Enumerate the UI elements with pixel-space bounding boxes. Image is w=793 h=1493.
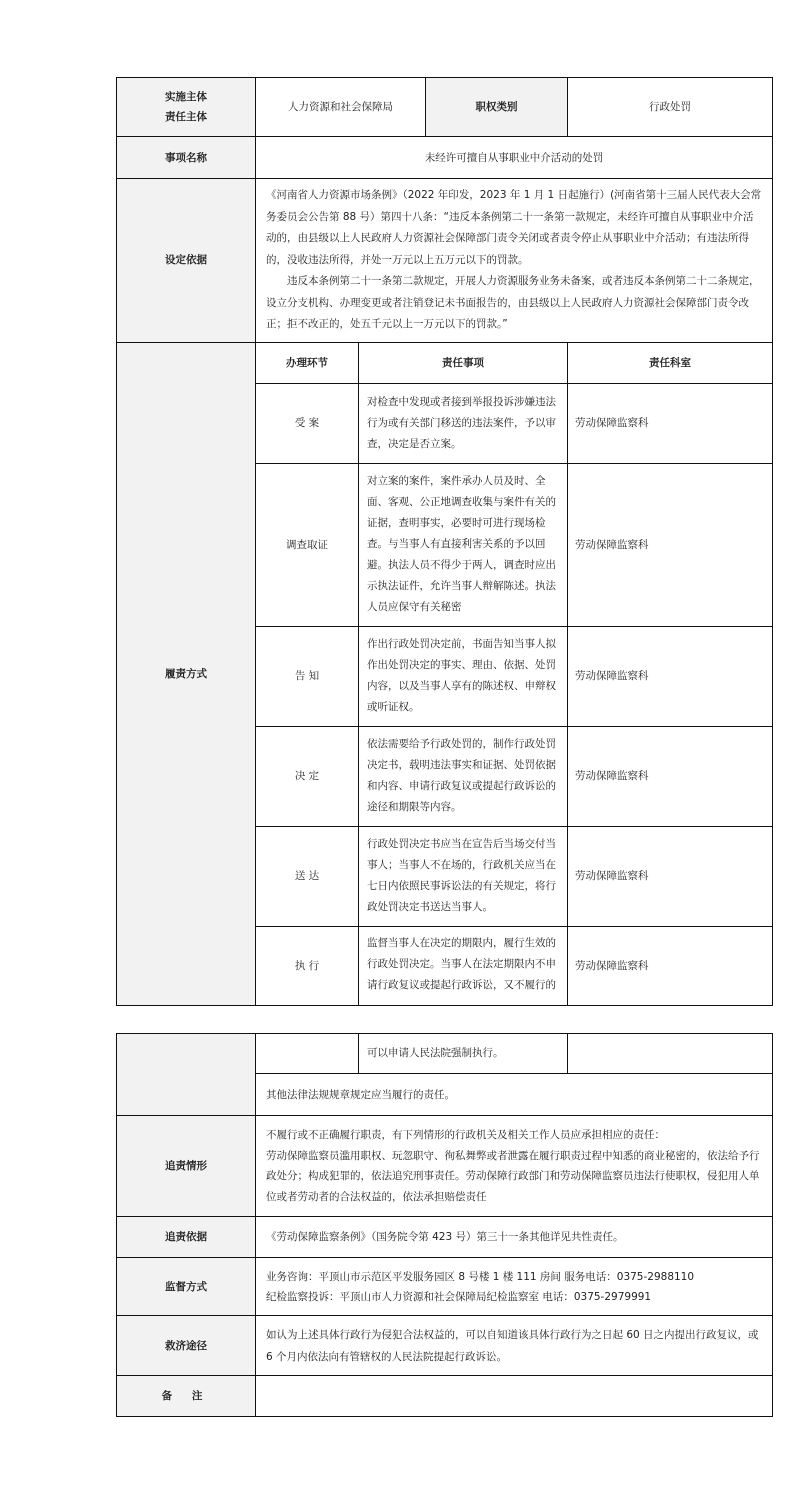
duty-stage: 受 案 [256, 383, 359, 463]
remarks-label: 备 注 [117, 1376, 256, 1417]
supervision-label: 监督方式 [117, 1258, 256, 1316]
duty-stage: 送 达 [256, 826, 359, 926]
basis-paragraph-2: 违反本条例第二十一条第二款规定，开展人力资源服务业务未备案，或者违反本条例第二十二条规定，设立分支机构、办理变更或者注销登记未书面报告的，由县级以上人民政府人力资源社会保障部门责令改正；拒不改正的，处五千元以上一万元以下的罚款。” [266, 275, 760, 330]
basis-row [117, 179, 773, 343]
duty-dept: 劳动保障监察科 [568, 626, 773, 726]
power-list-table-page1 [116, 77, 773, 1006]
remedy-label: 救济途径 [117, 1316, 256, 1376]
duty-matter-continued: 可以申请人民法院强制执行。 [359, 1034, 568, 1074]
item-name-row [117, 137, 773, 179]
accountability-line-1: 不履行或不正确履行职责，有下列情形的行政机关及相关工作人员应承担相应的责任： [266, 1129, 665, 1141]
supervision-complaint-line: 纪检监察投诉：平顶山市人力资源和社会保障局纪检监察室 电话：0375-2979991 [266, 1290, 652, 1303]
power-list-table-page2 [116, 1033, 773, 1417]
accountability-row [117, 1116, 773, 1217]
remarks-value [256, 1376, 773, 1417]
subject-value: 人力资源和社会保障局 [256, 78, 426, 137]
duty-stage: 调查取证 [256, 463, 359, 626]
duty-stage: 执 行 [256, 926, 359, 1005]
accountability-basis-row [117, 1217, 773, 1258]
col-header-matter: 责任事项 [359, 342, 568, 383]
duty-matter: 监督当事人在决定的期限内，履行生效的行政处罚决定。当事人在法定期限内不申请行政复议或提起行政诉讼，又不履行的 [359, 926, 568, 1005]
subject-label [117, 78, 256, 137]
duty-dept: 劳动保障监察科 [568, 383, 773, 463]
duty-continued-row [117, 1034, 773, 1074]
duty-header-row [117, 342, 773, 383]
other-duty: 其他法律法规规章规定应当履行的责任。 [256, 1074, 773, 1116]
duty-matter: 对立案的案件，案件承办人员及时、全面、客观、公正地调查收集与案件有关的证据，查明事实，必要时可进行现场检查。与当事人有直接利害关系的予以回避。执法人员不得少于两人，调查时应出示执法证件，允许当事人辩解陈述。执法人员应保守有关秘密 [359, 463, 568, 626]
subject-label-line1: 实施主体 [165, 91, 207, 103]
duty-stage: 决 定 [256, 726, 359, 826]
duty-matter: 对检查中发现或者接到举报投诉涉嫌违法行为或有关部门移送的违法案件，予以审查，决定是否立案。 [359, 383, 568, 463]
duty-dept: 劳动保障监察科 [568, 826, 773, 926]
accountability-basis-label: 追责依据 [117, 1217, 256, 1258]
basis-value [256, 179, 773, 343]
col-header-dept: 责任科室 [568, 342, 773, 383]
duty-stage-continued [256, 1034, 359, 1074]
duty-dept-continued [568, 1034, 773, 1074]
basis-paragraph-1: 《河南省人力资源市场条例》（2022 年印发，2023 年 1 月 1 日起施行）(河南省第十三届人民代表大会常务委员会公告第 88 号）第四十八条：“违反本条例第二十一条第一款规定，未经许可擅自从事职业中介活动的，由县级以上人民政府人力资源社会保障部门责令关闭或者责令停止从事职业中介活动；有违法所得的，没收违法所得，并处一万元以上五万元以下的罚款。 [266, 189, 762, 266]
accountability-label: 追责情形 [117, 1116, 256, 1217]
subject-label-line2: 责任主体 [165, 111, 207, 123]
item-name-value: 未经许可擅自从事职业中介活动的处罚 [256, 137, 773, 179]
duty-matter: 作出行政处罚决定前，书面告知当事人拟作出处罚决定的事实、理由、依据、处罚内容，以及当事人享有的陈述权、申辩权或听证权。 [359, 626, 568, 726]
accountability-line-2: 劳动保障监察员滥用职权、玩忽职守、徇私舞弊或者泄露在履行职责过程中知悉的商业秘密的，依法给予行政处分；构成犯罪的，依法追究刑事责任。劳动保障行政部门和劳动保障监察员违法行使职权，侵犯用人单位或者劳动者的合法权益的，依法承担赔偿责任 [266, 1149, 760, 1203]
accountability-value [256, 1116, 773, 1217]
item-name-label: 事项名称 [117, 137, 256, 179]
header-row [117, 78, 773, 137]
category-label: 职权类别 [426, 78, 568, 137]
remedy-value: 如认为上述具体行政行为侵犯合法权益的，可以自知道该具体行政行为之日起 60 日之内提出行政复议，或 6 个月内依法向有管辖权的人民法院提起行政诉讼。 [256, 1316, 773, 1376]
duty-matter: 依法需要给予行政处罚的，制作行政处罚决定书，载明违法事实和证据、处罚依据和内容、申请行政复议或提起行政诉讼的途径和期限等内容。 [359, 726, 568, 826]
supervision-consult-line: 业务咨询：平顶山市示范区平发服务园区 8 号楼 1 楼 111 房间 服务电话：0375-2988110 [266, 1270, 695, 1283]
duty-dept: 劳动保障监察科 [568, 726, 773, 826]
duty-dept: 劳动保障监察科 [568, 463, 773, 626]
duty-matter: 行政处罚决定书应当在宣告后当场交付当事人；当事人不在场的，行政机关应当在七日内依照民事诉讼法的有关规定，将行政处罚决定书送达当事人。 [359, 826, 568, 926]
remarks-row [117, 1376, 773, 1417]
duty-label-continued [117, 1034, 256, 1116]
duty-dept: 劳动保障监察科 [568, 926, 773, 1005]
duty-stage: 告 知 [256, 626, 359, 726]
basis-label: 设定依据 [117, 179, 256, 343]
accountability-basis-value: 《劳动保障监察条例》（国务院令第 423 号）第三十一条其他详见共性责任。 [256, 1217, 773, 1258]
col-header-stage: 办理环节 [256, 342, 359, 383]
category-value: 行政处罚 [568, 78, 773, 137]
remedy-row [117, 1316, 773, 1376]
supervision-row [117, 1258, 773, 1316]
supervision-value [256, 1258, 773, 1316]
duty-label: 履责方式 [117, 342, 256, 1005]
